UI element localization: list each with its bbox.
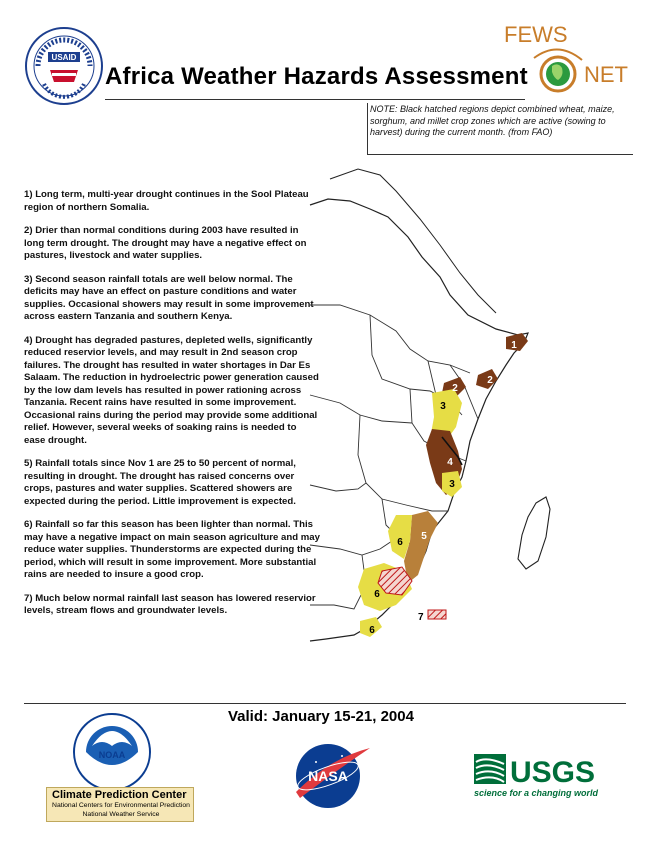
title-divider — [105, 99, 525, 100]
usgs-text: USGS — [510, 756, 596, 789]
region-label-5: 5 — [421, 531, 427, 542]
cpc-title: Climate Prediction Center — [52, 789, 187, 801]
note-body: Black hatched regions depict combined wheat, maize, sorghum, and millet crop zones which are active (sowing to harvest) during the current month. (from FAO) — [370, 104, 615, 137]
region-label-4: 4 — [447, 457, 453, 468]
madagascar — [518, 497, 550, 569]
coastline — [310, 199, 528, 641]
region-label-6a: 6 — [397, 537, 403, 548]
fews-logo-text: FEWS — [504, 22, 568, 47]
hazard-item-3: 3) Second season rainfall totals are well below normal. The deficits may have an effect on pasture conditions and water supplies. Occasional showers may result in some improvement across eastern Tanzania and southern Kenya. — [24, 273, 314, 322]
region-label-2a: 2 — [487, 375, 493, 386]
hazard-list — [24, 189, 320, 629]
region-label-6b: 6 — [374, 589, 380, 600]
region-label-6c: 6 — [369, 625, 375, 636]
crop-zone-note — [370, 104, 632, 139]
hazard-item-6: 6) Rainfall so far this season has been lighter than normal. This may have a negative impact on main season agriculture and may reduce water supplies. Thunderstorms are expected during the period, which will result in some improvement. More substantial rains are needed to insure a good crop. — [24, 519, 320, 580]
net-logo-text: NET — [584, 62, 628, 87]
hazard-item-1: 1) Long term, multi-year drought continues in the Sool Plateau region of northern Somalia. — [24, 189, 309, 213]
region-label-3b: 3 — [449, 479, 455, 490]
noaa-text: NOAA — [98, 750, 126, 760]
noaa-logo — [72, 712, 152, 792]
note-label: NOTE: — [370, 104, 398, 114]
region-label-2b: 2 — [452, 383, 458, 394]
usgs-tagline: science for a changing world — [474, 788, 599, 798]
footer-divider — [24, 703, 626, 704]
nasa-text: NASA — [308, 768, 348, 784]
valid-dates: Valid: January 15-21, 2004 — [228, 708, 414, 725]
region-1-sool-plateau — [506, 333, 528, 351]
hazard-item-5: 5) Rainfall totals since Nov 1 are 25 to 50 percent of normal, resulting in drought. The drought has raised concerns over crops, pastures and water supplies. Scattered showers are expected during the period. Little improvement is expected. — [24, 458, 296, 507]
region-label-3a: 3 — [440, 401, 446, 412]
arabian-coast — [330, 169, 496, 313]
hazard-item-2: 2) Drier than normal conditions during 2003 have resulted in long term drought. The drought may have a negative effect on pastures, livestock and water supplies. — [24, 225, 307, 261]
legend-label-7: 7 — [418, 612, 424, 623]
region-label-1: 1 — [511, 340, 517, 351]
hazard-item-4: 4) Drought has degraded pastures, depleted wells, significantly reduced reservior levels, and may result in 2nd season crop failures. The drought has resulted in water shortages in Dar Es Salaam. The reduction in hydroelectric power generation caused by the low dam levels has resulted in power rationing across Tanzania. Recent rains have resulted in some improvement. Occasional rains during the period may provide some additional relief. However, several weeks of soaking rains is needed to ease drought. — [24, 334, 319, 446]
hazard-item-7: 7) Much below normal rainfall last season has lowered reservior levels, stream flows and groundwater levels. — [24, 592, 316, 616]
nasa-logo — [290, 738, 372, 810]
east-africa-hazard-map — [300, 165, 656, 710]
usaid-seal-logo — [24, 26, 104, 106]
page-title: Africa Weather Hazards Assessment — [105, 63, 528, 90]
cpc-subtitle-1: National Centers for Environmental Prediction — [52, 802, 190, 809]
legend-hatch-swatch — [428, 610, 446, 619]
usaid-text: USAID — [51, 53, 77, 62]
cpc-subtitle-2: National Weather Service — [82, 811, 160, 818]
